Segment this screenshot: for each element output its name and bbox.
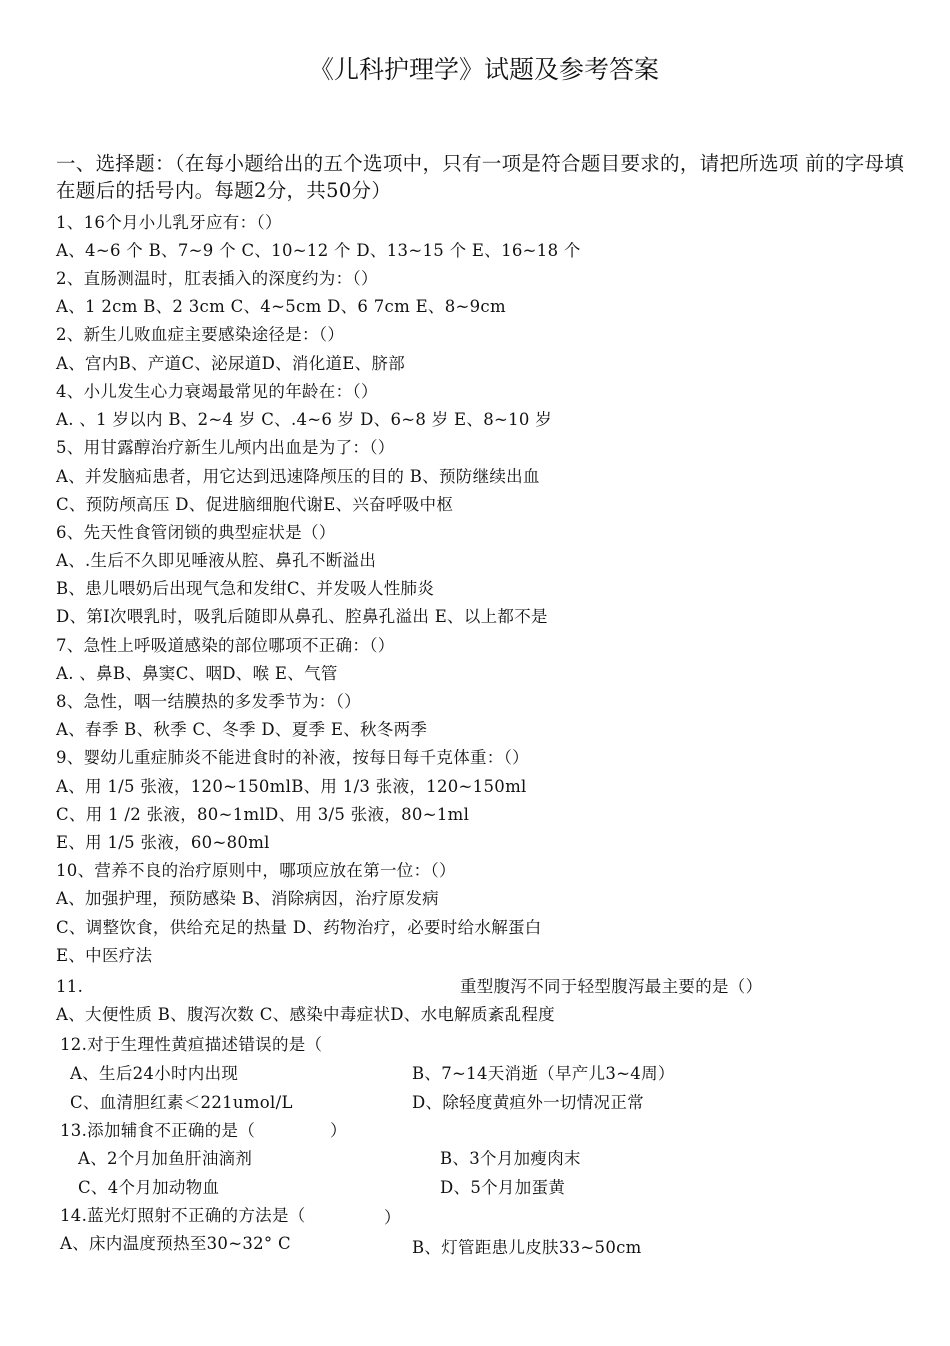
question-1: 1、16个月小儿乳牙应有：（） (56, 213, 282, 232)
question-12-option-a: A、生后24小时内出现 (70, 1064, 239, 1083)
question-3-options: A、宫内B、产道C、泌尿道D、消化道E、脐部 (56, 354, 406, 373)
question-13-option-b: B、3个月加瘦肉末 (440, 1149, 581, 1168)
question-12-option-b: B、7~14天消逝（早产儿3~4周） (412, 1064, 675, 1083)
question-12: 12.对于生理性黄疸描述错误的是（ (60, 1035, 323, 1054)
question-8-options: A、春季 B、秋季 C、冬季 D、夏季 E、秋冬两季 (56, 720, 428, 739)
question-13-option-d: D、5个月加蛋黄 (440, 1178, 566, 1197)
question-6: 6、先天性食管闭锁的典型症状是（） (56, 523, 336, 542)
question-14-option-b: B、灯管距患儿皮肤33~50cm (412, 1238, 642, 1257)
question-5: 5、用甘露醇治疗新生儿颅内出血是为了：（） (56, 438, 395, 457)
question-11-number: 11. (56, 977, 84, 996)
question-14-close: ） (384, 1208, 401, 1227)
section-intro: 一、选择题：（在每小题给出的五个选项中，只有一项是符合题目要求的，请把所选项 前的字母填在题后的括号内。每题2分，共50分） (56, 152, 905, 202)
question-13-option-a: A、2个月加鱼肝油滴剂 (78, 1149, 253, 1168)
question-5-options-1: A、并发脑疝患者，用它达到迅速降颅压的目的 B、预防继续出血 (56, 467, 540, 486)
question-9-options-3: E、用 1/5 张液，60~80ml (56, 833, 270, 852)
question-9: 9、婴幼儿重症肺炎不能进食时的补液，按每日每千克体重：（） (56, 748, 529, 767)
question-12-option-d: D、除轻度黄疸外一切情况正常 (412, 1093, 644, 1112)
question-6-options-2: B、患儿喂奶后出现气急和发绀C、并发吸人性肺炎 (56, 579, 435, 598)
question-2-options: A、1 2cm B、2 3cm C、4~5cm D、6 7cm E、8~9cm (56, 297, 506, 316)
question-10-options-3: E、中医疗法 (56, 946, 153, 965)
question-4-options: A. 、1 岁以内 B、2~4 岁 C、.4~6 岁 D、6~8 岁 E、8~10 岁 (56, 410, 553, 429)
question-10: 10、营养不良的治疗原则中，哪项应放在第一位：（） (56, 861, 456, 880)
question-9-options-1: A、用 1/5 张液，120~150mlB、用 1/3 张液，120~150ml (56, 777, 527, 796)
question-10-options-1: A、加强护理，预防感染 B、消除病因，治疗原发病 (56, 889, 439, 908)
question-6-options-3: D、第I次喂乳时，吸乳后随即从鼻孔、腔鼻孔溢出 E、以上都不是 (56, 607, 548, 626)
question-4: 4、小儿发生心力衰竭最常见的年龄在：（） (56, 382, 378, 401)
page-title: 《儿科护理学》试题及参考答案 (308, 55, 659, 84)
question-12-option-c: C、血清胆红素＜221umol/L (70, 1093, 293, 1112)
question-5-options-2: C、预防颅高压 D、促进脑细胞代谢E、兴奋呼吸中枢 (56, 495, 454, 514)
question-2: 2、直肠测温时，肛表插入的深度约为：（） (56, 269, 378, 288)
question-6-options-1: A、.生后不久即见唾液从腔、鼻孔不断溢出 (56, 551, 377, 570)
question-10-options-2: C、调整饮食，供给充足的热量 D、药物治疗，必要时给水解蛋白 (56, 918, 542, 937)
question-7-options: A. 、鼻B、鼻窦C、咽D、喉 E、气管 (56, 664, 338, 683)
question-8: 8、急性，咽一结膜热的多发季节为：（） (56, 692, 361, 711)
question-13-close: ） (330, 1121, 347, 1140)
question-7: 7、急性上呼吸道感染的部位哪项不正确：（） (56, 636, 395, 655)
question-1-options: A、4~6 个 B、7~9 个 C、10~12 个 D、13~15 个 E、16~18 个 (56, 241, 581, 260)
question-14-option-a: A、床内温度预热至30~32° C (60, 1234, 291, 1253)
question-11-text: 重型腹泻不同于轻型腹泻最主要的是（） (460, 977, 763, 996)
question-9-options-2: C、用 1 /2 张液，80~1mlD、用 3/5 张液，80~1ml (56, 805, 470, 824)
question-13-option-c: C、4个月加动物血 (78, 1178, 220, 1197)
question-14: 14.蓝光灯照射不正确的方法是（ (60, 1206, 306, 1225)
question-11-options: A、大便性质 B、腹泻次数 C、感染中毒症状D、水电解质紊乱程度 (56, 1005, 555, 1024)
question-3: 2、新生儿败血症主要感染途径是：（） (56, 325, 345, 344)
question-13: 13.添加辅食不正确的是（ (60, 1121, 256, 1140)
